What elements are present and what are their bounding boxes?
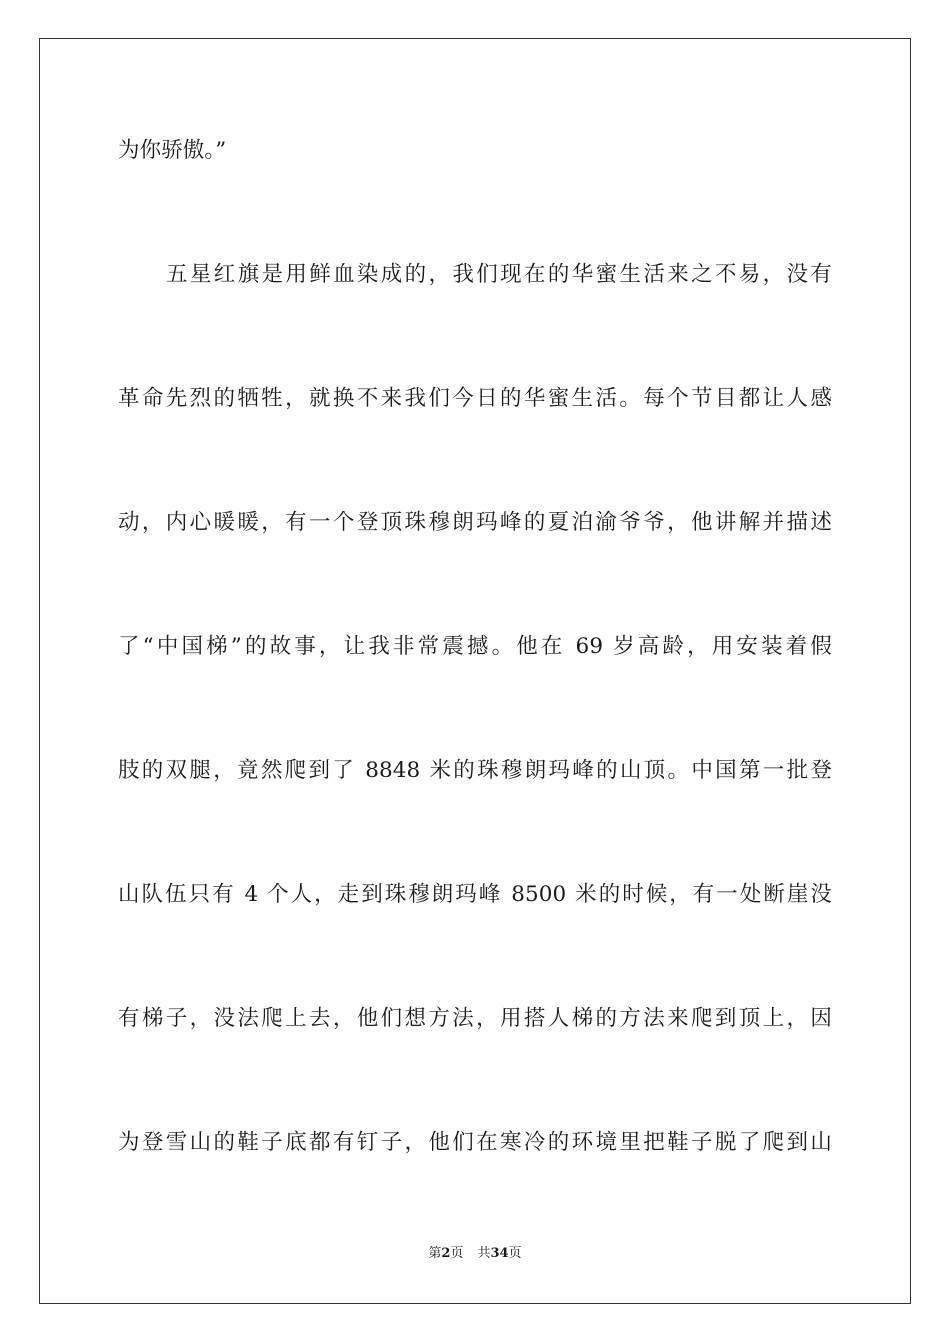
text-line-1: 为你骄傲。” (118, 138, 227, 163)
text-line-6: 肢的双腿，竟然爬到了 8848 米的珠穆朗玛峰的山顶。中国第一批登 (118, 758, 832, 783)
page-current: 2 (441, 1246, 451, 1261)
text-line-3: 革命先烈的牺牲，就换不来我们今日的华蜜生活。每个节目都让人感 (118, 386, 832, 411)
total-prefix: 共 (477, 1246, 491, 1261)
text-line-5: 了“中国梯”的故事，让我非常震撼。他在 69 岁高龄，用安装着假 (118, 634, 832, 659)
total-suffix: 页 (508, 1246, 522, 1261)
page-total: 34 (490, 1246, 509, 1261)
page-suffix: 页 (450, 1246, 464, 1261)
page-prefix: 第 (428, 1246, 442, 1261)
page-footer (0, 1245, 950, 1263)
text-line-7: 山队伍只有 4 个人，走到珠穆朗玛峰 8500 米的时候，有一处断崖没 (118, 882, 832, 907)
text-line-9: 为登雪山的鞋子底都有钉子，他们在寒冷的环境里把鞋子脱了爬到山 (118, 1130, 832, 1155)
text-line-4: 动，内心暖暖，有一个登顶珠穆朗玛峰的夏泊渝爷爷，他讲解并描述 (118, 510, 832, 535)
text-line-2: 五星红旗是用鲜血染成的，我们现在的华蜜生活来之不易，没有 (166, 262, 832, 287)
text-line-8: 有梯子，没法爬上去，他们想方法，用搭人梯的方法来爬到顶上，因 (118, 1006, 832, 1031)
page-border (39, 38, 911, 1304)
